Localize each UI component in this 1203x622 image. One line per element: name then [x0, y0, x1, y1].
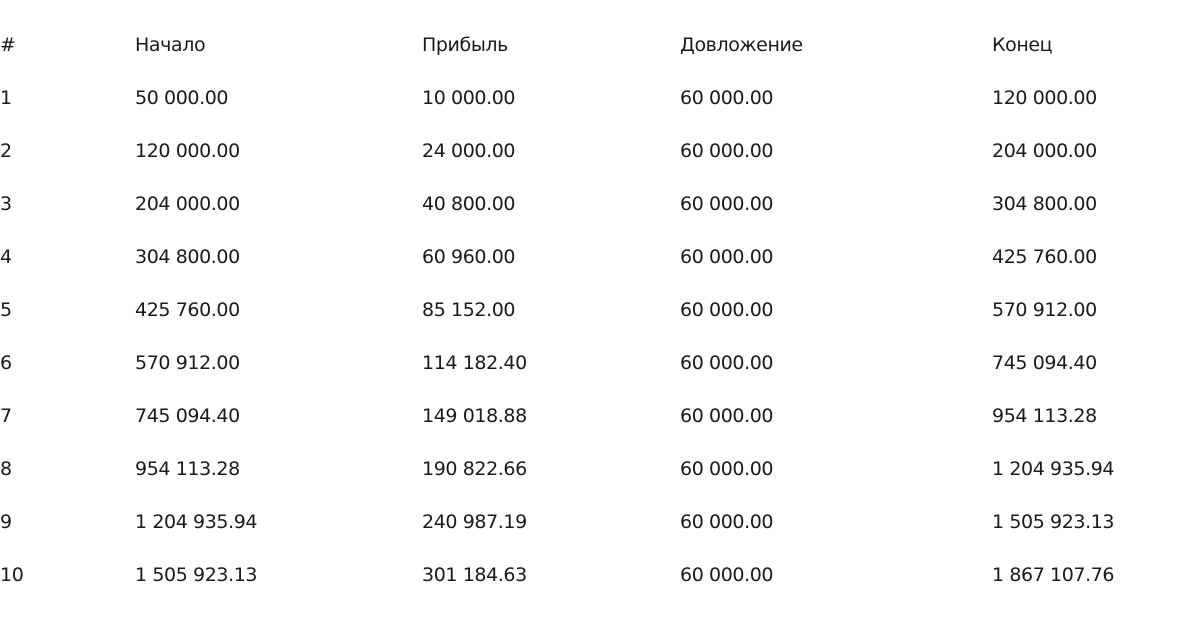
cell-start: 50 000.00	[135, 86, 229, 109]
cell-profit: 40 800.00	[422, 192, 516, 215]
cell-addition: 60 000.00	[680, 510, 774, 533]
cell-start: 304 800.00	[135, 245, 240, 268]
column-header-start: Начало	[135, 33, 206, 56]
table-row	[0, 124, 1203, 177]
cell-end: 425 760.00	[992, 245, 1097, 268]
cell-addition: 60 000.00	[680, 457, 774, 480]
cell-number: 1	[0, 86, 12, 109]
cell-number: 3	[0, 192, 12, 215]
cell-profit: 301 184.63	[422, 563, 527, 586]
cell-number: 7	[0, 404, 12, 427]
cell-profit: 149 018.88	[422, 404, 527, 427]
cell-end: 204 000.00	[992, 139, 1097, 162]
cell-profit: 114 182.40	[422, 351, 527, 374]
cell-profit: 10 000.00	[422, 86, 516, 109]
cell-profit: 24 000.00	[422, 139, 516, 162]
cell-addition: 60 000.00	[680, 351, 774, 374]
cell-end: 1 505 923.13	[992, 510, 1115, 533]
cell-start: 954 113.28	[135, 457, 240, 480]
cell-profit: 240 987.19	[422, 510, 527, 533]
cell-end: 570 912.00	[992, 298, 1097, 321]
table-row	[0, 336, 1203, 389]
cell-end: 745 094.40	[992, 351, 1097, 374]
cell-end: 1 204 935.94	[992, 457, 1115, 480]
cell-profit: 60 960.00	[422, 245, 516, 268]
cell-start: 425 760.00	[135, 298, 240, 321]
table-row	[0, 548, 1203, 601]
cell-profit: 85 152.00	[422, 298, 516, 321]
cell-start: 120 000.00	[135, 139, 240, 162]
cell-number: 8	[0, 457, 12, 480]
cell-start: 1 204 935.94	[135, 510, 258, 533]
table-header	[0, 18, 1203, 71]
column-header-profit: Прибыль	[422, 33, 508, 56]
cell-start: 745 094.40	[135, 404, 240, 427]
table-row	[0, 71, 1203, 124]
results-table	[0, 18, 1203, 601]
cell-end: 304 800.00	[992, 192, 1097, 215]
cell-start: 204 000.00	[135, 192, 240, 215]
cell-number: 9	[0, 510, 12, 533]
cell-addition: 60 000.00	[680, 245, 774, 268]
header-row	[0, 18, 1203, 71]
table-row	[0, 177, 1203, 230]
cell-addition: 60 000.00	[680, 298, 774, 321]
cell-profit: 190 822.66	[422, 457, 527, 480]
cell-addition: 60 000.00	[680, 192, 774, 215]
cell-addition: 60 000.00	[680, 139, 774, 162]
table-row	[0, 283, 1203, 336]
table-row	[0, 495, 1203, 548]
cell-number: 4	[0, 245, 12, 268]
cell-end: 120 000.00	[992, 86, 1097, 109]
cell-number: 2	[0, 139, 12, 162]
cell-number: 6	[0, 351, 12, 374]
cell-addition: 60 000.00	[680, 404, 774, 427]
cell-start: 570 912.00	[135, 351, 240, 374]
cell-number: 10	[0, 563, 24, 586]
cell-addition: 60 000.00	[680, 86, 774, 109]
column-header-end: Конец	[992, 33, 1053, 56]
column-header-addition: Довложение	[680, 33, 803, 56]
cell-addition: 60 000.00	[680, 563, 774, 586]
cell-start: 1 505 923.13	[135, 563, 258, 586]
table-body	[0, 71, 1203, 601]
cell-end: 1 867 107.76	[992, 563, 1115, 586]
table-row	[0, 442, 1203, 495]
table-row	[0, 230, 1203, 283]
cell-number: 5	[0, 298, 12, 321]
cell-end: 954 113.28	[992, 404, 1097, 427]
column-header-number: #	[0, 33, 16, 56]
table-row	[0, 389, 1203, 442]
